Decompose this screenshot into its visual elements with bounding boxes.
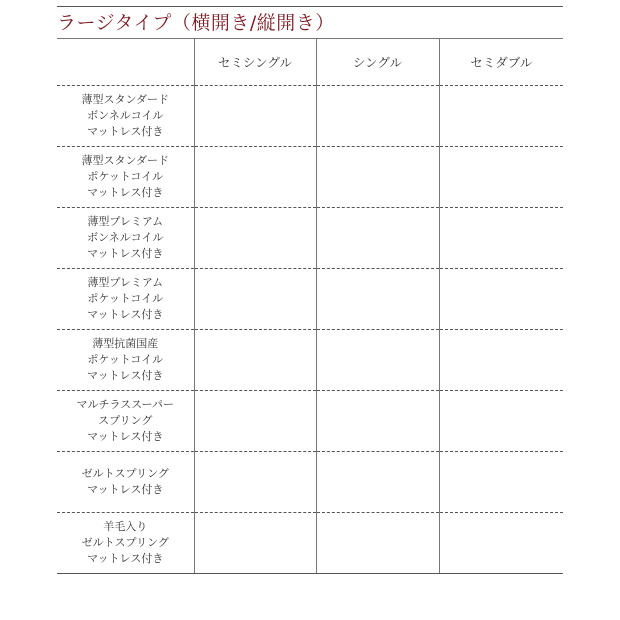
size-table	[57, 38, 563, 574]
row-label-line: ポケットコイル	[87, 353, 164, 366]
table-cell	[439, 269, 563, 330]
row-label-line: マットレス付き	[87, 247, 164, 260]
column-header-semi-double: セミダブル	[439, 38, 563, 86]
table-cell	[439, 86, 563, 147]
table-cell	[439, 391, 563, 452]
table-header	[57, 38, 563, 86]
row-label-line: 薄型スタンダード	[81, 154, 170, 167]
table-cell	[194, 147, 316, 208]
row-label-line: 薄型スタンダード	[81, 93, 170, 106]
table-row	[57, 330, 563, 391]
row-label-line: 薄型抗菌国産	[92, 337, 159, 350]
column-header-semi-single: セミシングル	[194, 38, 316, 86]
row-label-line: マットレス付き	[87, 483, 164, 496]
table-cell	[316, 147, 439, 208]
table-row	[57, 269, 563, 330]
row-label-line: マットレス付き	[87, 125, 164, 138]
row-label-line: ポケットコイル	[87, 170, 164, 183]
row-label-line: 薄型プレミアム	[87, 215, 164, 228]
top-rule	[57, 6, 563, 7]
table-cell	[439, 513, 563, 574]
table-row	[57, 147, 563, 208]
header-corner-cell	[57, 38, 194, 86]
row-label	[57, 208, 194, 269]
row-label-line: マットレス付き	[87, 186, 164, 199]
table-row	[57, 452, 563, 513]
table-cell	[316, 452, 439, 513]
row-label	[57, 330, 194, 391]
table-cell	[316, 269, 439, 330]
row-label-line: マットレス付き	[87, 308, 164, 321]
row-label	[57, 269, 194, 330]
column-header-single: シングル	[316, 38, 439, 86]
table-cell	[194, 452, 316, 513]
row-label-line: マルチラススーパー	[76, 398, 175, 411]
table-cell	[439, 147, 563, 208]
row-label-line: マットレス付き	[87, 369, 164, 382]
table-cell	[439, 330, 563, 391]
row-label-line: ボンネルコイル	[87, 109, 164, 122]
row-label-line: ゼルトスプリング	[81, 467, 169, 480]
table-cell	[439, 208, 563, 269]
row-label-line: スプリング	[98, 414, 153, 427]
row-label-line: 羊毛入り	[103, 520, 148, 533]
row-label-line: マットレス付き	[87, 430, 164, 443]
row-label	[57, 391, 194, 452]
table-row	[57, 513, 563, 574]
row-label	[57, 147, 194, 208]
page-title: ラージタイプ（横開き/縦開き）	[57, 12, 335, 34]
table-cell	[316, 330, 439, 391]
row-label	[57, 452, 194, 513]
table-cell	[194, 513, 316, 574]
table-cell	[194, 330, 316, 391]
table-body	[57, 86, 563, 574]
table-row	[57, 208, 563, 269]
table-cell	[194, 86, 316, 147]
table-cell	[316, 391, 439, 452]
row-label-line: 薄型プレミアム	[87, 276, 164, 289]
row-label-line: ボンネルコイル	[87, 231, 164, 244]
table-cell	[439, 452, 563, 513]
table-row	[57, 86, 563, 147]
table-cell	[316, 86, 439, 147]
table-cell	[316, 208, 439, 269]
row-label-line: マットレス付き	[87, 552, 164, 565]
row-label	[57, 513, 194, 574]
row-label	[57, 86, 194, 147]
table-cell	[316, 513, 439, 574]
table-cell	[194, 269, 316, 330]
table-row	[57, 391, 563, 452]
table-cell	[194, 208, 316, 269]
row-label-line: ゼルトスプリング	[81, 536, 169, 549]
table-cell	[194, 391, 316, 452]
header-row	[57, 38, 563, 86]
row-label-line: ポケットコイル	[87, 292, 164, 305]
